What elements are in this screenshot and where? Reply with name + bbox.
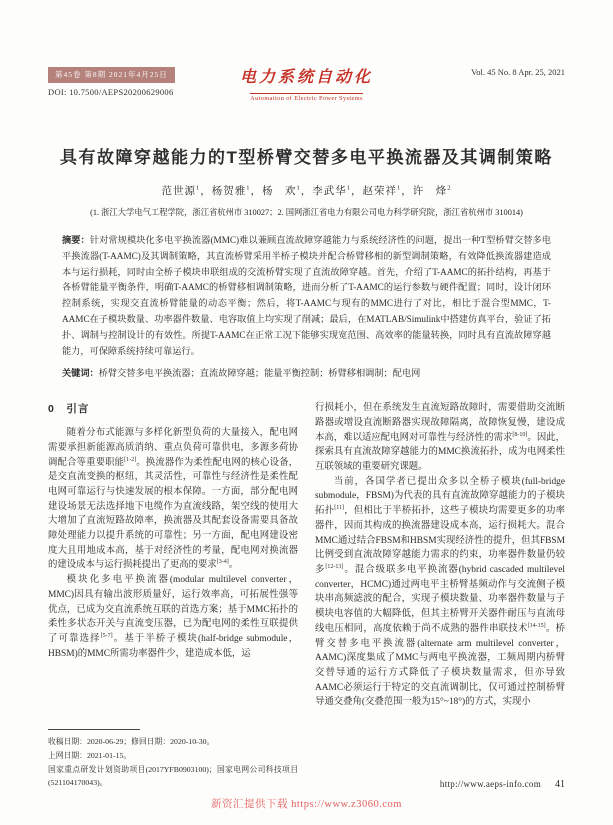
journal-url: http://www.aeps-info.com xyxy=(439,779,541,789)
section-heading-introduction: 0 引言 xyxy=(48,403,90,416)
paragraph: 当前，各国学者已提出众多以全桥子模块(full-bridge submodule，FBSM)为代表的具有直流故障穿越能力的子模块拓扑[11]，但相比于半桥拓扑，这些子模块均需要更多的功率器件，因而其构成的换流器建设成本高，运行损耗大。混合MMC通过结合FBSM和HBSM实现经济性的提升，但其FBSM比例受到直流故障穿越能力需求的约束，功率器件数量仍较多[12-13]。混合级联多电平换流器(hybrid cascaded multilevel converter，HCMC)通过两电平主桥臂基频动作与交流侧子模块串高频滤波的配合，实现子模块数量、功率器件数量与子模块电容值的大幅降低，但其主桥臂开关器件耐压与直流母线电压相同，高度依赖于尚不成熟的器件串联技术[14-15]。桥臂交替多电平换流器(alternate arm multilevel converter，AAMC)深度集成了MMC与两电平换流器，工频周期内桥臂交替导通的运行方式降低了子模块数量需求，但亦导致AAMC必须运行于特定的交直流调制比，仅可通过控制桥臂导通交叠角(交叠范围一般为15°~18°)的方式，实现小 xyxy=(315,476,565,708)
affiliation-line: (1. 浙江大学电气工程学院，浙江省杭州市 310027；2. 国网浙江省电力有限公司电力科学研究院，浙江省杭州市 310014) xyxy=(90,208,523,217)
download-watermark: 新资汇提供下载 https://www.z3060.com xyxy=(211,799,402,810)
keywords xyxy=(48,366,565,382)
keywords-text: 桥臂交替多电平换流器；直流故障穿越；能量平衡控制；桥臂移相调制；配电网 xyxy=(98,367,421,378)
paper-title: 具有故障穿越能力的T型桥臂交替多电平换流器及其调制策略 xyxy=(60,148,553,167)
journal-logo xyxy=(233,64,380,105)
footnote-block xyxy=(48,724,298,790)
page-footer xyxy=(315,771,565,790)
paragraph: 行损耗小，但在系统发生直流短路故障时，需要借助交流断路器或增设直流断路器实现故障隔离，故障恢复慢，建设成本高，难以适应配电网对可靠性与经济性的需求[8-10]。因此，探索具有直流故障穿越能力的MMC换流拓扑，成为电网柔性互联领域的重要研究课题。 xyxy=(315,403,565,473)
header-left xyxy=(48,64,233,97)
abstract-text: 针对常规模块化多电平换流器(MMC)难以兼顾直流故障穿越能力与系统经济性的问题，提出一种T型桥臂交替多电平换流器(T-AAMC)及其调制策略，其直流桥臂采用半桥子模块并配合桥臂移相的新型调制策略，有效降低换流器建造成本与运行损耗，同时由全桥子模块串联组成的交流桥臂实现了直流故障穿越。首先，介绍了T-AAMC的拓扑结构，再基于各桥臂能量平衡条件，明确T-AAMC的桥臂移相调制策略，进而分析了T-AAMC的运行参数与硬件配置；同时，设计闭环控制系统，实现交直流桥臂能量的动态平衡；然后，将T-AAMC与现有的MMC进行了对比，相比于混合型MMC，T-AAMC在子模块数量、功率器件数量、电容取值上均实现了削减；最后，在MATLAB/Simulink中搭建仿真平台，验证了拓扑、调制与控制设计的有效性。所提T-AAMC在正常工况下能够实现宽范围、高效率的能量转换，同时具有直流故障穿越能力，可保障系统持续可靠运行。 xyxy=(62,235,551,356)
paragraph: 模块化多电平换流器(modular multilevel converter，MMC)因具有输出波形质量好，运行效率高，可拓展性强等优点，已成为交直流系统互联的首选方案；基于MMC拓扑的柔性多状态开关与直流变压器，已为配电网的柔性互联提供了可靠选择[5-7]。基于半桥子模块(half-bridge submodule，HBSM)的MMC所需功率器件少，建造成本低，运 xyxy=(48,575,298,659)
journal-name-en: Automation of Electric Power Systems xyxy=(250,93,363,103)
paragraph: 随着分布式能源与多样化新型负荷的大量接入，配电网需要承担新能源高质消纳、重点负荷可靠供电，多源多荷协调配合等重要职能[1-2]。换流器作为柔性配电网的核心设备，是交直流变换的枢纽，其灵活性，可靠性与经济性是柔性配电网可靠运行与快速发展的根本保障。一方面，部分配电网建设场景无法选择地下电缆作为直流线路，架空线的使用大大增加了直流短路故障率，换流器及其配套设备需要具备故障处理能力以提升系统的可靠性；另一方面，配电网建设密度大且用地成本高，基于对经济性的考量，配电网对换流器的建设成本与运行损耗提出了更高的要求[3-4]。 xyxy=(48,428,298,571)
abstract-label: 摘要： xyxy=(62,235,90,245)
doi-text: DOI: 10.7500/AEPS20200629006 xyxy=(48,87,174,97)
footnote-received-date: 收稿日期：2020-06-29；修回日期：2020-10-30。 xyxy=(48,737,215,747)
issue-date-badge: 第45卷 第8期 2021年4月25日 xyxy=(48,67,175,83)
author-list: 范世源$^1$，杨贺雅$^1$，杨 欢$^1$，李武华$^1$，赵荣祥$^1$，许 烽$^2$ xyxy=(161,184,452,197)
footnote-divider xyxy=(48,729,140,730)
volume-info: Vol. 45 No. 8 Apr. 25, 2021 xyxy=(471,67,565,77)
keywords-label: 关键词： xyxy=(62,367,99,378)
left-column xyxy=(48,401,298,790)
journal-name-cn: 电力系统自动化 xyxy=(239,69,373,86)
journal-header xyxy=(48,64,565,105)
body-columns xyxy=(48,401,565,790)
page-number: 41 xyxy=(555,779,565,790)
abstract xyxy=(48,233,565,360)
right-column xyxy=(315,401,565,790)
footnote-funding: 国家重点研发计划资助项目(2017YFB0903100)；国家电网公司科技项目(521104170043)。 xyxy=(48,764,298,788)
footnote-online-date: 上网日期：2021-01-15。 xyxy=(48,751,132,761)
